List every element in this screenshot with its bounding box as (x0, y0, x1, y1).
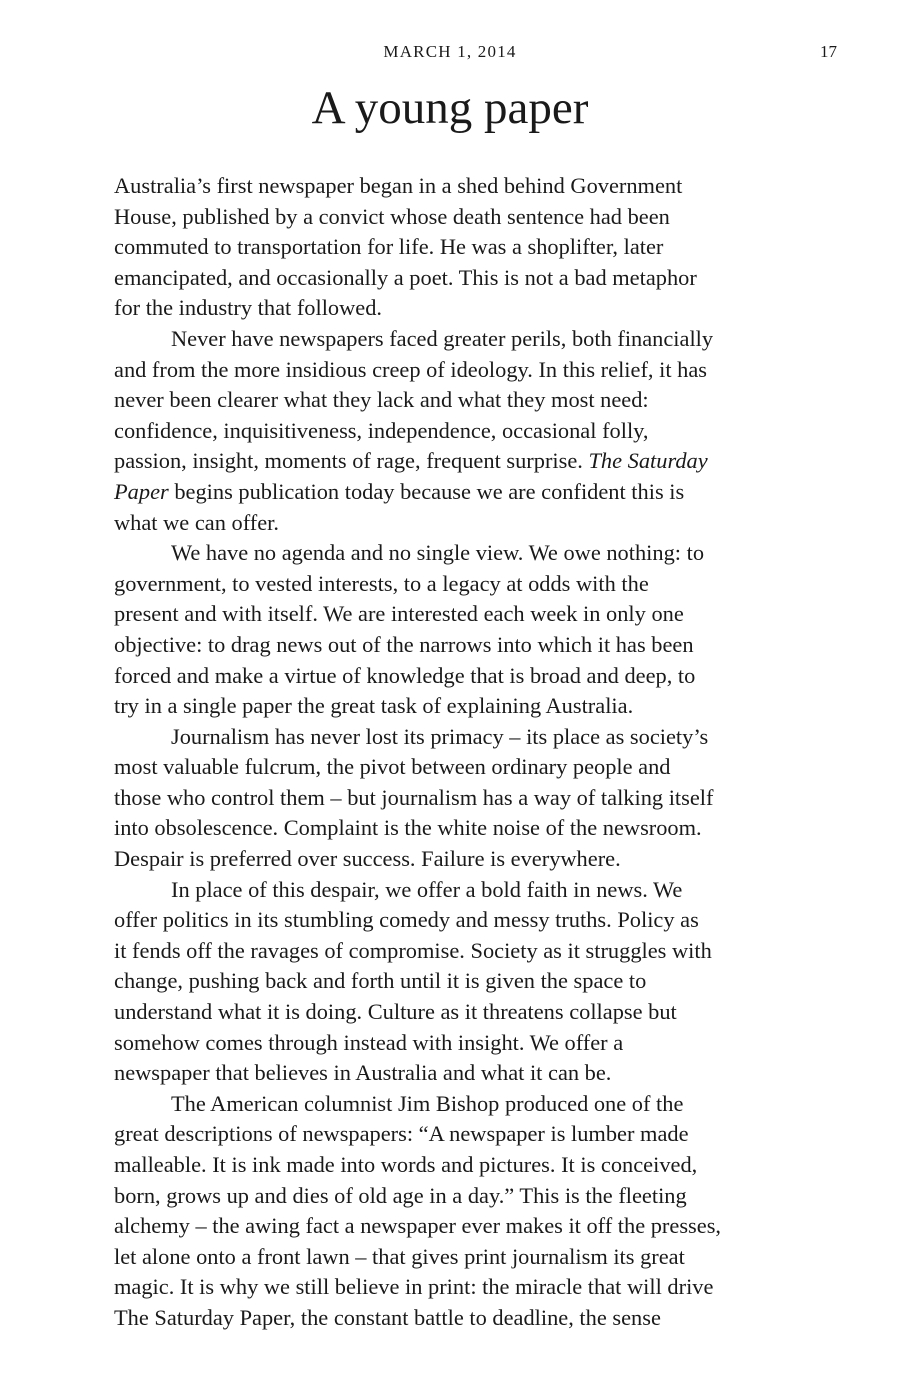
text-line: understand what it is doing. Culture as it threatens collapse but (114, 999, 677, 1025)
text-line: change, pushing back and forth until it is given the space to (114, 968, 647, 994)
issue-date: MARCH 1, 2014 (383, 42, 517, 61)
paragraph-2 (114, 324, 832, 538)
text-line: try in a single paper the great task of explaining Australia. (114, 693, 634, 719)
text-line: In place of this despair, we offer a bold faith in news. We (171, 876, 683, 902)
text-line: Never have newspapers faced greater perils, both financially (171, 325, 714, 351)
text-line: what we can offer. (114, 509, 279, 535)
text-line (114, 446, 832, 477)
text-run: begins publication today because we are confident this is (168, 478, 685, 504)
paragraph-6 (114, 1089, 832, 1334)
text-line: it fends off the ravages of compromise. Society as it struggles with (114, 937, 712, 963)
text-line: those who control them – but journalism has a way of talking itself (114, 784, 714, 810)
text-line: government, to vested interests, to a legacy at odds with the (114, 570, 649, 596)
text-line: magic. It is why we still believe in print: the miracle that will drive (114, 1274, 714, 1300)
text-line: offer politics in its stumbling comedy and messy truths. Policy as (114, 907, 699, 933)
publication-name-italic: The Saturday (588, 448, 708, 474)
text-line: let alone onto a front lawn – that gives print journalism its great (114, 1243, 685, 1269)
text-line: We have no agenda and no single view. We owe nothing: to (171, 540, 705, 566)
text-line: The Saturday Paper, the constant battle to deadline, the sense (114, 1304, 661, 1330)
text-line: Journalism has never lost its primacy – its place as society’s (171, 723, 709, 749)
article-body (114, 171, 832, 1334)
text-line: somehow comes through instead with insight. We offer a (114, 1029, 624, 1055)
paragraph-5 (114, 875, 832, 1089)
text-line: forced and make a virtue of knowledge that is broad and deep, to (114, 662, 696, 688)
text-line: present and with itself. We are interested each week in only one (114, 601, 684, 627)
text-line: objective: to drag news out of the narrows into which it has been (114, 631, 694, 657)
text-line (114, 477, 832, 508)
text-line: Australia’s first newspaper began in a shed behind Government (114, 173, 683, 198)
article-title: A young paper (311, 82, 589, 134)
text-line: newspaper that believes in Australia and what it can be. (114, 1060, 612, 1086)
paragraph-3 (114, 538, 832, 722)
text-line: Despair is preferred over success. Failure is everywhere. (114, 846, 621, 872)
text-line: and from the more insidious creep of ideology. In this relief, it has (114, 356, 707, 382)
text-line: most valuable fulcrum, the pivot between ordinary people and (114, 754, 671, 780)
publication-name-italic: Paper (114, 478, 169, 504)
running-header (0, 40, 900, 64)
text-line: alchemy – the awing fact a newspaper ever makes it off the presses, (114, 1213, 722, 1239)
text-line: malleable. It is ink made into words and pictures. It is conceived, (114, 1152, 698, 1177)
text-line: great descriptions of newspapers: “A newspaper is lumber made (114, 1121, 689, 1147)
paragraph-4 (114, 722, 832, 875)
paragraph-1 (114, 171, 832, 324)
text-line: emancipated, and occasionally a poet. This is not a bad metaphor (114, 264, 697, 290)
page-number: 17 (820, 42, 837, 61)
text-line: for the industry that followed. (114, 295, 383, 321)
text-line: into obsolescence. Complaint is the white noise of the newsroom. (114, 815, 702, 841)
text-line: confidence, inquisitiveness, independence, occasional folly, (114, 417, 649, 443)
text-line: born, grows up and dies of old age in a day.” This is the fleeting (114, 1182, 687, 1208)
text-line: The American columnist Jim Bishop produced one of the (171, 1090, 684, 1116)
text-line: commuted to transportation for life. He was a shoplifter, later (114, 234, 664, 260)
text-run: passion, insight, moments of rage, frequent surprise. (114, 448, 589, 474)
text-line: never been clearer what they lack and what they most need: (114, 387, 649, 413)
text-line: House, published by a convict whose death sentence had been (114, 203, 670, 229)
